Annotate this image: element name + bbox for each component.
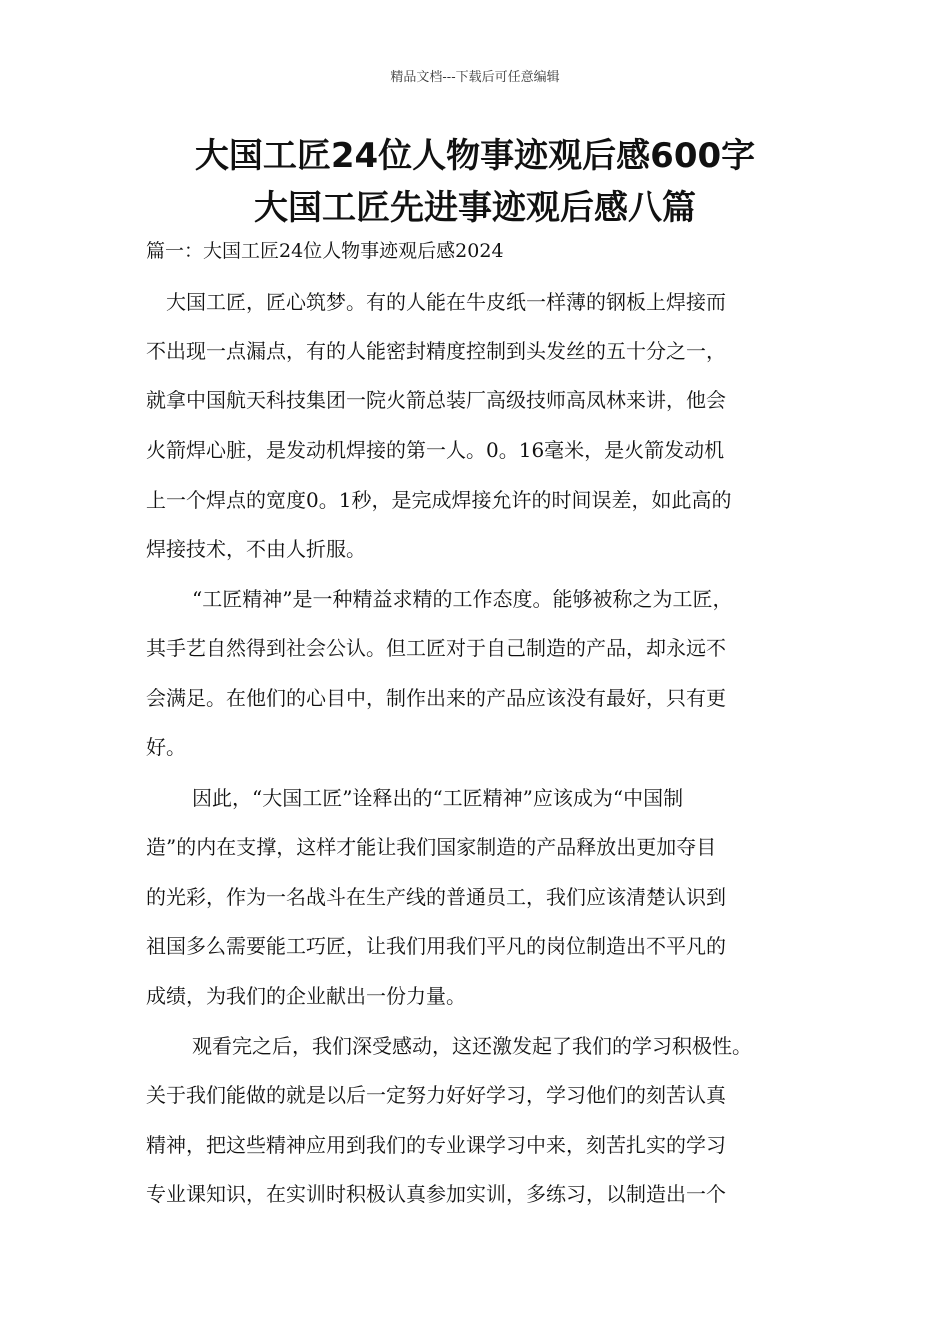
paragraph-1-line-2: 不出现一点漏点，有的人能密封精度控制到头发丝的五十分之一， [146, 339, 726, 363]
paragraph-3-line-5: 成绩，为我们的企业献出一份力量。 [146, 984, 466, 1008]
paragraph-3-line-4: 祖国多么需要能工巧匠，让我们用我们平凡的岗位制造出不平凡的 [146, 934, 726, 958]
paragraph-1-line-1: 大国工匠，匠心筑梦。有的人能在牛皮纸一样薄的钢板上焊接而 [166, 290, 726, 314]
paragraph-3-line-1: 因此，“大国工匠”诠释出的“工匠精神”应该成为“中国制 [192, 786, 684, 810]
header-note: 精品文档---下载后可任意编辑 [390, 70, 560, 85]
paragraph-2-line-2: 其手艺自然得到社会公认。但工匠对于自己制造的产品，却永远不 [146, 636, 726, 660]
paragraph-4-line-3: 精神，把这些精神应用到我们的专业课学习中来，刻苦扎实的学习 [146, 1133, 726, 1157]
paragraph-2-line-3: 会满足。在他们的心目中，制作出来的产品应该没有最好，只有更 [146, 686, 726, 710]
paragraph-3-line-2: 造”的内在支撑，这样才能让我们国家制造的产品释放出更加夺目 [146, 835, 717, 859]
paragraph-1-line-4: 火箭焊心脏，是发动机焊接的第一人。0。16毫米，是火箭发动机 [146, 438, 725, 462]
paragraph-4-line-2: 关于我们能做的就是以后一定努力好好学习，学习他们的刻苦认真 [146, 1083, 726, 1107]
title-line-2: 大国工匠先进事迹观后感八篇 [254, 188, 696, 228]
title-line-1: 大国工匠24位人物事迹观后感600字 [194, 136, 756, 176]
paragraph-2-line-1: “工匠精神”是一种精益求精的工作态度。能够被称之为工匠， [192, 587, 733, 611]
paragraph-1-line-6: 焊接技术，不由人折服。 [146, 537, 366, 561]
paragraph-1-line-5: 上一个焊点的宽度0。1秒，是完成焊接允许的时间误差，如此高的 [146, 488, 732, 512]
section-heading: 篇一：大国工匠24位人物事迹观后感2024 [146, 240, 504, 262]
paragraph-4-line-1: 观看完之后，我们深受感动，这还激发起了我们的学习积极性。 [192, 1034, 752, 1058]
paragraph-4-line-4: 专业课知识，在实训时积极认真参加实训，多练习，以制造出一个 [146, 1182, 726, 1206]
paragraph-2-line-4: 好。 [146, 735, 186, 759]
paragraph-3-line-3: 的光彩，作为一名战斗在生产线的普通员工，我们应该清楚认识到 [146, 885, 726, 909]
paragraph-1-line-3: 就拿中国航天科技集团一院火箭总装厂高级技师高凤林来讲，他会 [146, 388, 726, 412]
